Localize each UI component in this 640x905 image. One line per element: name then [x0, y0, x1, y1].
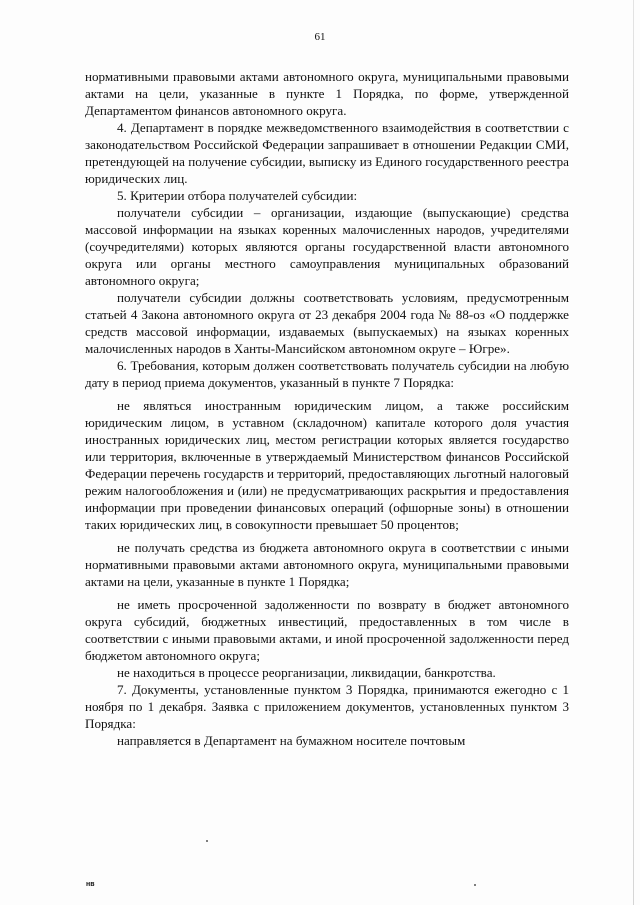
paragraph-requirement-2: не получать средства из бюджета автономного округа в соответствии с иными нормативными правовыми актами автономного округа, муниципальными правовыми актами на цели, указанные в пункте 1 Порядка;	[85, 540, 569, 589]
paragraph-item-5: 5. Критерии отбора получателей субсидии:	[117, 188, 358, 203]
paragraph-item-7: 7. Документы, установленные пунктом 3 Порядка, принимаются ежегодно с 1 ноября по 1 декабря. Заявка с приложением документов, установленных пунктом 3 Порядка:	[85, 682, 569, 731]
paragraph-requirement-4: не находиться в процессе реорганизации, ликвидации, банкротства.	[117, 665, 496, 680]
page-number: 61	[314, 31, 326, 43]
paragraph-requirement-1: не являться иностранным юридическим лицом, а также российским юридическим лицом, в уставном (складочном) капитале которого доля участия иностранных юридических лиц, местом регистрации которых является государство или территория, включенные в утверждаемый Министерством финансов Российской Федерации перечень государств и территорий, предоставляющих льготный налоговый режим налогообложения и (или) не предусматривающих раскрытия и предоставления информации при проведении финансовых операций (офшорные зоны) в отношении таких юридических лиц, в совокупности превышает 50 процентов;	[85, 398, 569, 532]
document-body	[85, 68, 569, 749]
paragraph-submission: направляется в Департамент на бумажном носителе почтовым	[117, 733, 466, 748]
paragraph-requirement-3: не иметь просроченной задолженности по возврату в бюджет автономного округа субсидий, бюджетных инвестиций, предоставленных в том числе в соответствии с иными правовыми актами, и иной просроченной задолженности перед бюджетом автономного округа;	[85, 597, 569, 663]
paragraph-criteria-2: получатели субсидии должны соответствовать условиям, предусмотренным статьей 4 Закона автономного округа от 23 декабря 2004 года № 88-оз «О поддержке средств массовой информации, издаваемых (выпускаемых) на языках коренных малочисленных народов в Ханты-Мансийском автономном округе – Югре».	[85, 290, 569, 356]
paragraph-item-4: 4. Департамент в порядке межведомственного взаимодействия в соответствии с законодательством Российской Федерации запрашивает в отношении Редакции СМИ, претендующей на получение субсидии, выписку из Единого государственного реестра юридических лиц.	[85, 120, 569, 186]
scan-speck	[474, 884, 476, 886]
paragraph-continuation: нормативными правовыми актами автономного округа, муниципальными правовыми актами на цели, указанные в пункте 1 Порядка, по форме, утвержденной Департаментом финансов автономного округа.	[85, 69, 569, 118]
scan-speck	[206, 840, 208, 842]
footer-initials: нв	[86, 881, 95, 888]
paragraph-criteria-1: получатели субсидии – организации, издающие (выпускающие) средства массовой информации на языках коренных малочисленных народов, учредителями (соучредителями) которых являются органы государственной власти автономного округа или органы местного самоуправления муниципальных образований автономного округа;	[85, 205, 569, 288]
scan-edge	[633, 0, 634, 905]
paragraph-item-6: 6. Требования, которым должен соответствовать получатель субсидии на любую дату в период приема документов, указанный в пункте 7 Порядка:	[85, 358, 569, 390]
